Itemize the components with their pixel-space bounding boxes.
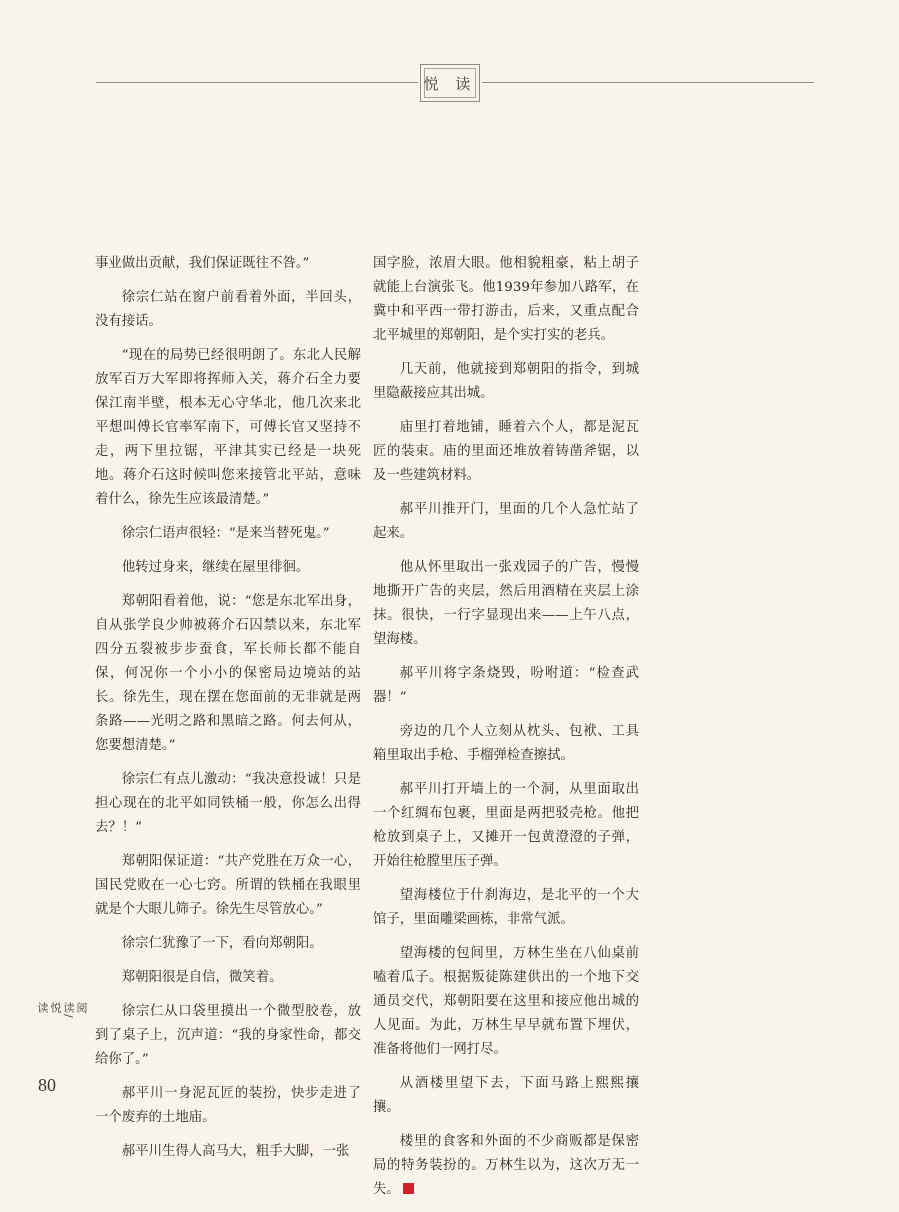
paragraph: 从酒楼里望下去，下面马路上熙熙攘攘。	[373, 1076, 639, 1115]
section-label-vertical: 阅读/悦读	[36, 1002, 88, 1019]
paragraph: 郑朝阳看着他，说：“您是东北军出身，自从张学良少帅被蒋介石囚禁以来，东北军四分五裂被步步蚕食，军长师长都不能自保，何况你一个小小的保密局边境站的站长。徐先生，现在摆在您面前的无非就是两条路——光明之路和黑暗之路。何去何从，您要想清楚。”	[95, 594, 361, 753]
header-rule-left	[96, 82, 418, 83]
paragraph: 旁边的几个人立刻从枕头、包袱、工具箱里取出手枪、手榴弹检查擦拭。	[373, 724, 639, 763]
paragraph: 郝平川打开墙上的一个洞，从里面取出一个红绸布包裹，里面是两把驳壳枪。他把枪放到桌子上，又摊开一包黄澄澄的子弹，开始往枪膛里压子弹。	[373, 782, 639, 869]
left-column	[95, 252, 361, 1174]
paragraph: 郝平川将字条烧毁，吩咐道：“检查武器！”	[373, 666, 639, 705]
section-header	[420, 64, 480, 102]
paragraph-text: 楼里的食客和外面的不少商贩都是保密局的特务装扮的。万林生以为，这次万无一失。	[373, 1134, 639, 1197]
paragraph: 庙里打着地铺，睡着六个人，都是泥瓦匠的装束。庙的里面还堆放着铸凿斧锯，以及一些建筑材料。	[373, 420, 639, 483]
paragraph: 徐宗仁从口袋里摸出一个微型胶卷，放到了桌子上，沉声道：“我的身家性命，都交给你了。”	[95, 1004, 361, 1067]
header-rule-right	[482, 82, 814, 83]
paragraph: 郝平川推开门，里面的几个人急忙站了起来。	[373, 502, 639, 541]
paragraph: 郑朝阳保证道：“共产党胜在万众一心，国民党败在一心七窍。所谓的铁桶在我眼里就是个大眼儿筛子。徐先生尽管放心。”	[95, 854, 361, 917]
paragraph: 郝平川一身泥瓦匠的装扮，快步走进了一个废弃的土地庙。	[95, 1086, 361, 1125]
section-title: 悦 读	[423, 75, 477, 93]
paragraph: 望海楼的包间里，万林生坐在八仙桌前嗑着瓜子。根据叛徒陈建供出的一个地下交通员交代，郑朝阳要在这里和接应他出城的人见面。为此，万林生早早就布置下埋伏，准备将他们一网打尽。	[373, 946, 639, 1057]
paragraph: 徐宗仁犹豫了一下，看向郑朝阳。	[121, 936, 323, 951]
end-of-article-mark	[403, 1183, 414, 1194]
paragraph: 徐宗仁有点儿激动：“我决意投诚！只是担心现在的北平如同铁桶一般，你怎么出得去？！”	[95, 772, 361, 835]
paragraph: 国字脸，浓眉大眼。他相貌粗豪，粘上胡子就能上台演张飞。他1939年参加八路军，在冀中和平西一带打游击，后来，又重点配合北平城里的郑朝阳，是个实打实的老兵。	[373, 256, 639, 343]
paragraph: 他从怀里取出一张戏园子的广告，慢慢地撕开广告的夹层，然后用酒精在夹层上涂抹。很快，一行字显现出来——上午八点，望海楼。	[373, 560, 639, 647]
page-number: 80	[38, 1075, 56, 1095]
paragraph: 徐宗仁语声很轻：“是来当替死鬼。”	[121, 526, 330, 541]
paragraph: 几天前，他就接到郑朝阳的指令，到城里隐蔽接应其出城。	[373, 362, 639, 401]
paragraph: “现在的局势已经很明朗了。东北人民解放军百万大军即将挥师入关，蒋介石全力要保江南半壁，根本无心守华北，他几次来北平想叫傅长官率军南下，可傅长官又坚持不走，两下里拉锯，平津其实已经是一块死地。蒋介石这时候叫您来接管北平站，意味着什么，徐先生应该最清楚。”	[95, 348, 361, 507]
paragraph: 郑朝阳很是自信，微笑着。	[121, 970, 283, 985]
paragraph: 他转过身来，继续在屋里徘徊。	[121, 560, 310, 575]
right-column	[373, 252, 639, 1212]
paragraph: 郝平川生得人高马大，粗手大脚，一张	[121, 1144, 350, 1159]
paragraph: 望海楼位于什刹海边，是北平的一个大馆子，里面雕梁画栋，非常气派。	[373, 888, 639, 927]
paragraph: 徐宗仁站在窗户前看着外面，半回头，没有接话。	[95, 290, 361, 329]
paragraph: 事业做出贡献，我们保证既往不咎。”	[95, 256, 310, 271]
paragraph-last	[373, 1130, 639, 1202]
